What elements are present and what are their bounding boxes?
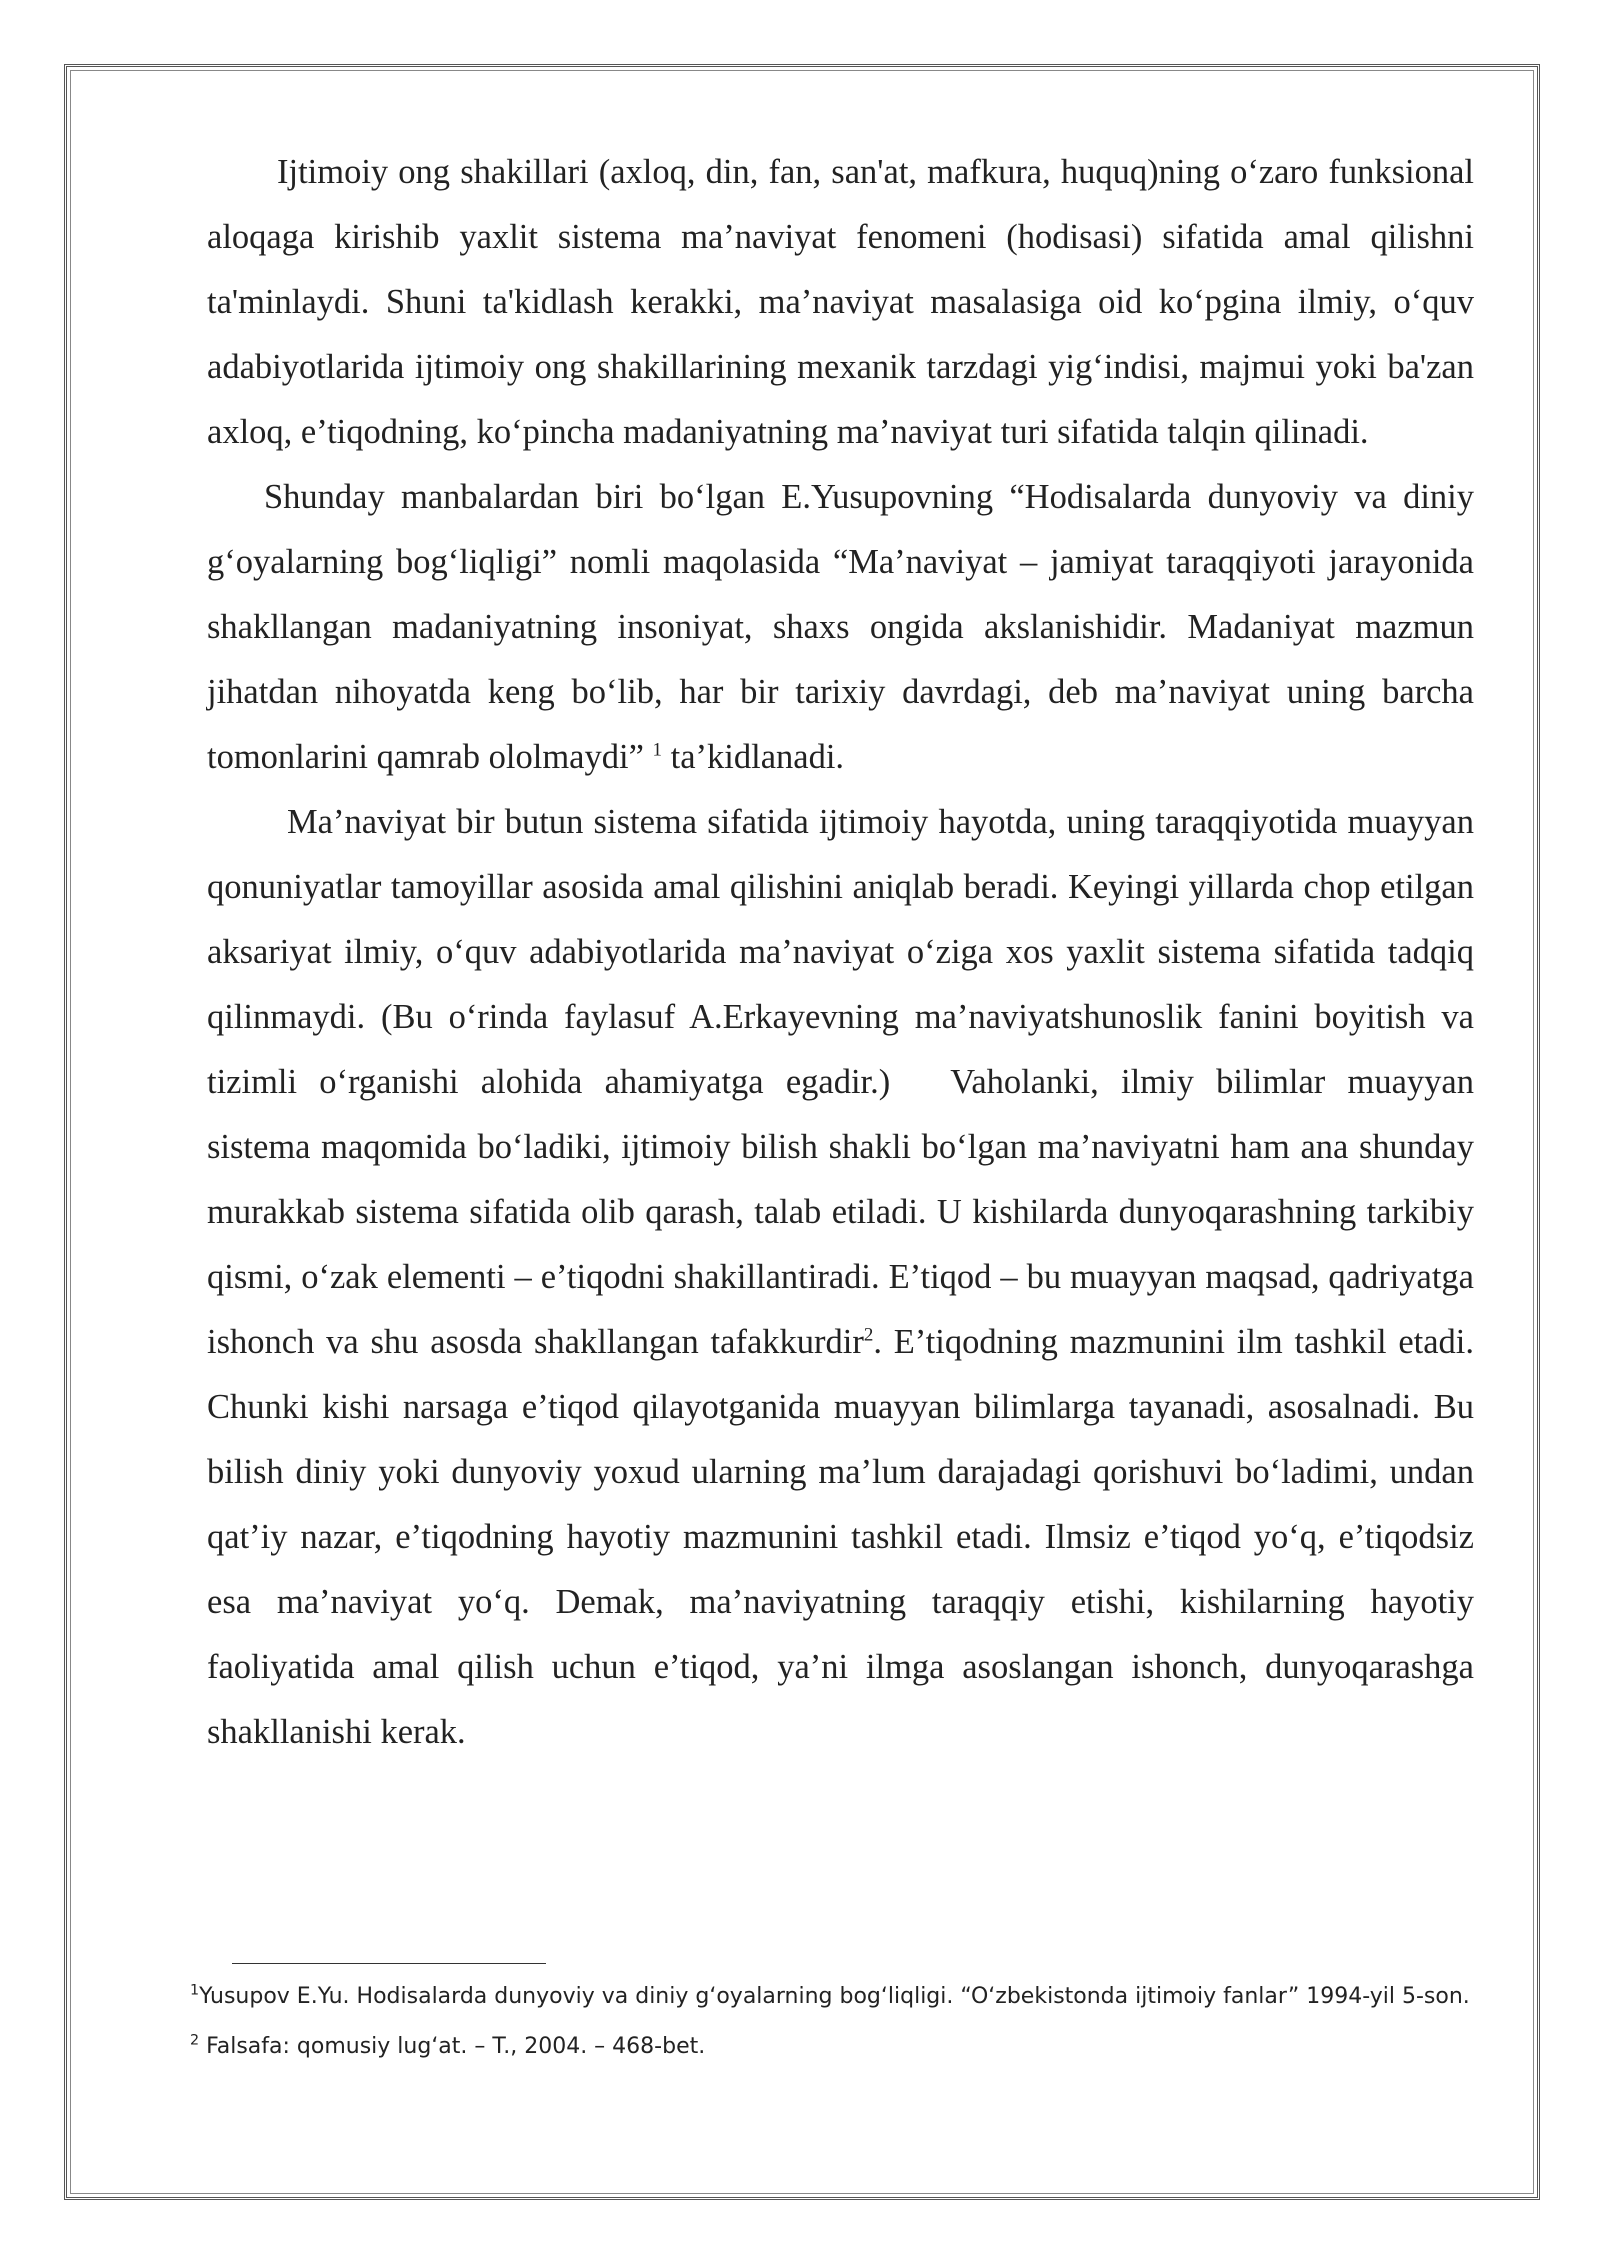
paragraph-2-text: Shunday manbalardan biri bo‘lgan E.Yusupovning “Hodisalarda dunyoviy va diniy g‘oyalarning bog‘liqligi” nomli maqolasida “Ma’naviyat – jamiyat taraqqiyoti jarayonida shakllangan madaniyatning insoniyat, shaxs ongida akslanishidir. Madaniyat mazmun jihatdan nihoyatda keng bo‘lib, har bir tarixiy davrdagi, deb ma’naviyat uning barcha tomonlarini qamrab ololmaydi” — [207, 478, 1474, 776]
paragraph-1 — [207, 140, 1474, 465]
paragraph-3-text: Ma’naviyat bir butun sistema sifatida ijtimoiy hayotda, uning taraqqiyotida muayyan qonuniyatlar tamoyillar asosida amal qilishini aniqlab beradi. Keyingi yillarda chop etilgan aksariyat ilmiy, o‘quv adabiyotlarida ma’naviyat o‘ziga xos yaxlit sistema sifatida tadqiq qilinmaydi. (Bu o‘rinda faylasuf A.Erkayevning ma’naviyatshunoslik fanini boyitish va tizimli o‘rganishi alohida ahamiyatga egadir.) — [207, 803, 1474, 1101]
footnote-1-text: Yusupov E.Yu. Hodisalarda dunyoviy va diniy g‘oyalarning bog‘liqligi. “O‘zbekistonda ijtimoiy fanlar” 1994-yil 5-son. — [199, 1984, 1470, 2009]
paragraph-2-text-end: ta’kidlanadi. — [670, 738, 845, 776]
footnote-1 — [190, 1984, 1470, 2009]
paragraph-2 — [207, 465, 1474, 790]
footnote-2-text: Falsafa: qomusiy lug‘at. – T., 2004. – 468-bet. — [199, 2034, 706, 2059]
paragraph-3-text-end: . E’tiqodning mazmunini ilm tashkil etadi. Chunki kishi narsaga e’tiqod qilayotganida muayyan bilimlarga tayanadi, asosalnadi. Bu bilish diniy yoki dunyoviy yoxud ularning ma’lum darajadagi qorishuvi bo‘ladimi, undan qat’iy nazar, e’tiqodning hayotiy mazmunini tashkil etadi. Ilmsiz e’tiqod yo‘q, e’tiqodsiz esa ma’naviyat yo‘q. Demak, ma’naviyatning taraqqiy etishi, kishilarning hayotiy faoliyatida amal qilish uchun e’tiqod, ya’ni ilmga asoslangan ishonch, dunyoqarashga shakllanishi kerak. — [207, 1323, 1474, 1751]
footnote-separator — [232, 1963, 546, 1964]
paragraph-3 — [207, 790, 1474, 1765]
paragraph-3-text-mid: Vaholanki, ilmiy bilimlar muayyan sistema maqomida bo‘ladiki, ijtimoiy bilish shakli bo‘lgan ma’naviyatni ham ana shunday murakkab sistema sifatida olib qarash, talab etiladi. U kishilarda dunyoqarashning tarkibiy qismi, o‘zak elementi – e’tiqodni shakillantiradi. E’tiqod – bu muayyan maqsad, qadriyatga ishonch va shu asosda shakllangan tafakkurdir — [207, 1063, 1474, 1361]
footnote-ref-1[interactable]: 1 — [652, 739, 663, 761]
footnote-2-mark: 2 — [190, 2032, 200, 2049]
footnote-1-mark: 1 — [190, 1982, 200, 1999]
paragraph-1-text: Ijtimoiy ong shakillari (axloq, din, fan, san'at, mafkura, huquq)ning o‘zaro funksional aloqaga kirishib yaxlit sistema ma’naviyat fenomeni (hodisasi) sifatida amal qilishni ta'minlaydi. Shuni ta'kidlash kerakki, ma’naviyat masalasiga oid ko‘pgina ilmiy, o‘quv adabiyotlarida ijtimoiy ong shakillarining mexanik tarzdagi yig‘indisi, majmui yoki ba'zan axloq, e’tiqodning, ko‘pincha madaniyatning ma’naviyat turi sifatida talqin qilinadi. — [207, 153, 1474, 451]
footnote-2 — [190, 2034, 705, 2059]
footnote-ref-2[interactable]: 2 — [863, 1324, 874, 1346]
document-body — [207, 140, 1474, 1765]
